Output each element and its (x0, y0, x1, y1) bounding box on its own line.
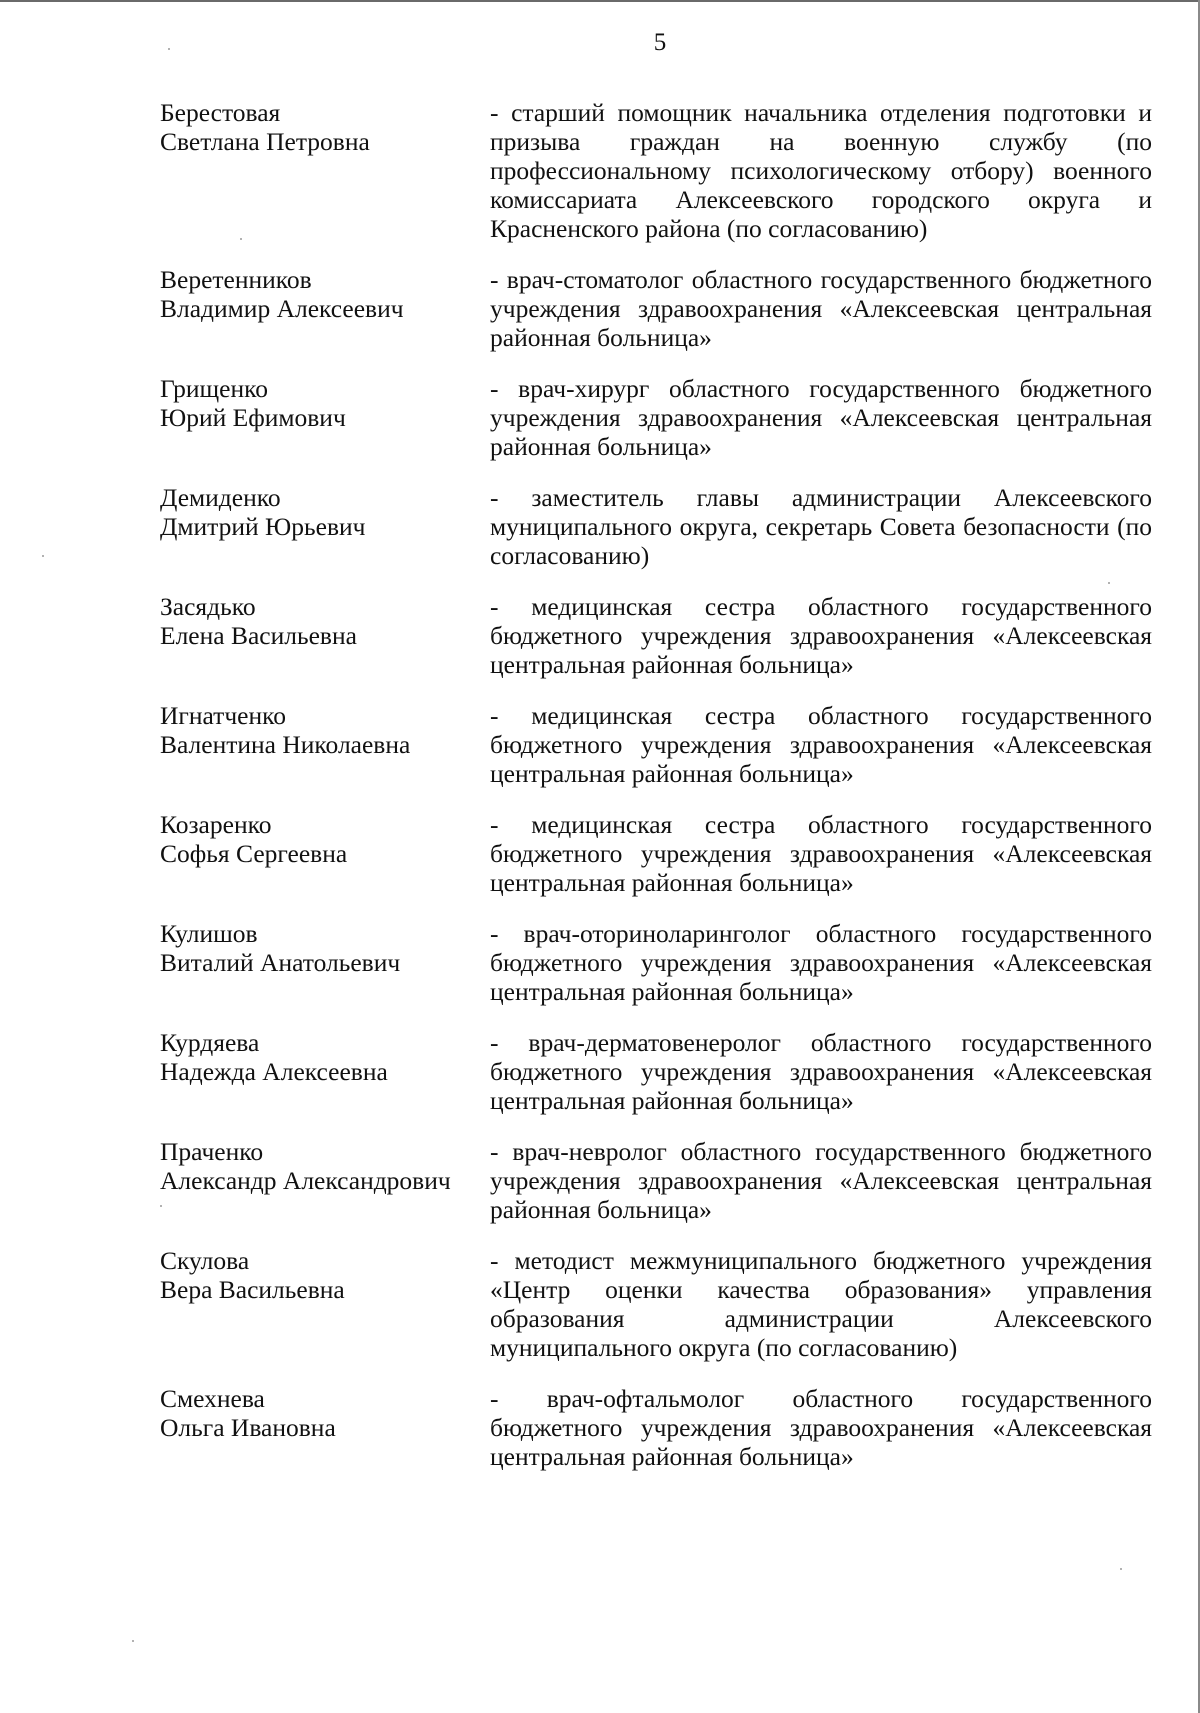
member-name (160, 374, 490, 432)
member-position-text: - врач-хирург областного государственного бюджетного учреждения здравоохранения «Алексеевская центральная районная больница» (490, 374, 1152, 461)
list-item (160, 919, 1152, 1006)
member-surname: Демиденко (160, 483, 281, 512)
member-given-name: Дмитрий Юрьевич (160, 512, 366, 541)
member-position (490, 919, 1152, 1006)
list-item (160, 592, 1152, 679)
member-given-name: Александр Александрович (160, 1166, 451, 1195)
member-surname: Кулишов (160, 919, 258, 948)
member-surname: Козаренко (160, 810, 272, 839)
list-item (160, 374, 1152, 461)
member-name (160, 265, 490, 323)
member-name (160, 701, 490, 759)
member-position (490, 1384, 1152, 1471)
member-position (490, 810, 1152, 897)
member-position (490, 374, 1152, 461)
scan-fleck (42, 555, 44, 557)
member-surname: Веретенников (160, 265, 312, 294)
member-name (160, 592, 490, 650)
member-given-name: Софья Сергеевна (160, 839, 348, 868)
member-given-name: Виталий Анатольевич (160, 948, 401, 977)
list-item (160, 265, 1152, 352)
member-given-name: Юрий Ефимович (160, 403, 346, 432)
member-surname: Грищенко (160, 374, 268, 403)
member-position (490, 98, 1152, 243)
member-position-text: - врач-оториноларинголог областного государственного бюджетного учреждения здравоохранения «Алексеевская центральная районная больница» (490, 919, 1152, 1006)
list-item (160, 1384, 1152, 1471)
member-given-name: Светлана Петровна (160, 127, 370, 156)
member-given-name: Ольга Ивановна (160, 1413, 336, 1442)
list-item (160, 1028, 1152, 1115)
member-name (160, 1246, 490, 1304)
scan-fleck (132, 1640, 134, 1642)
member-position (490, 701, 1152, 788)
scan-fleck (1120, 1568, 1122, 1570)
member-name (160, 1137, 490, 1195)
member-name (160, 1384, 490, 1442)
member-given-name: Валентина Николаевна (160, 730, 411, 759)
list-item (160, 98, 1152, 243)
member-position (490, 1137, 1152, 1224)
member-surname: Курдяева (160, 1028, 260, 1057)
member-surname: Скулова (160, 1246, 250, 1275)
member-position-text: - врач-дерматовенеролог областного государственного бюджетного учреждения здравоохранения «Алексеевская центральная районная больница» (490, 1028, 1152, 1115)
member-given-name: Владимир Алексеевич (160, 294, 404, 323)
member-name (160, 483, 490, 541)
member-list (160, 98, 1152, 1493)
member-surname: Засядько (160, 592, 256, 621)
member-given-name: Вера Васильевна (160, 1275, 345, 1304)
list-item (160, 1246, 1152, 1362)
list-item (160, 483, 1152, 570)
member-position-text: - медицинская сестра областного государственного бюджетного учреждения здравоохранения «Алексеевская центральная районная больница» (490, 592, 1152, 679)
member-position (490, 1028, 1152, 1115)
member-name (160, 1028, 490, 1086)
member-given-name: Елена Васильевна (160, 621, 357, 650)
member-name (160, 919, 490, 977)
member-name (160, 810, 490, 868)
member-name (160, 98, 490, 156)
member-position-text: - медицинская сестра областного государственного бюджетного учреждения здравоохранения «Алексеевская центральная районная больница» (490, 701, 1152, 788)
member-position-text: - врач-невролог областного государственного бюджетного учреждения здравоохранения «Алексеевская центральная районная больница» (490, 1137, 1152, 1224)
list-item (160, 701, 1152, 788)
scan-edge-top (0, 0, 1200, 2)
member-position-text: - методист межмуниципального бюджетного учреждения «Центр оценки качества образования» управления образования администрации Алексеевского муниципального округа (по согласованию) (490, 1246, 1152, 1362)
member-given-name: Надежда Алексеевна (160, 1057, 388, 1086)
page-number: 5 (653, 29, 667, 56)
member-position-text: - медицинская сестра областного государственного бюджетного учреждения здравоохранения «Алексеевская центральная районная больница» (490, 810, 1152, 897)
member-position-text: - старший помощник начальника отделения подготовки и призыва граждан на военную службу (по профессиональному психологическому отбору) военного комиссариата Алексеевского городского округа и Красненского района (по согласованию) (490, 98, 1152, 243)
member-surname: Игнатченко (160, 701, 286, 730)
member-surname: Берестовая (160, 98, 281, 127)
member-position (490, 1246, 1152, 1362)
member-surname: Праченко (160, 1137, 264, 1166)
member-position-text: - врач-стоматолог областного государственного бюджетного учреждения здравоохранения «Алексеевская центральная районная больница» (490, 265, 1152, 352)
list-item (160, 1137, 1152, 1224)
member-surname: Смехнева (160, 1384, 265, 1413)
member-position (490, 592, 1152, 679)
member-position-text: - врач-офтальмолог областного государственного бюджетного учреждения здравоохранения «Алексеевская центральная районная больница» (490, 1384, 1152, 1471)
list-item (160, 810, 1152, 897)
member-position (490, 483, 1152, 570)
member-position (490, 265, 1152, 352)
member-position-text: - заместитель главы администрации Алексеевского муниципального округа, секретарь Совета безопасности (по согласованию) (490, 483, 1152, 570)
